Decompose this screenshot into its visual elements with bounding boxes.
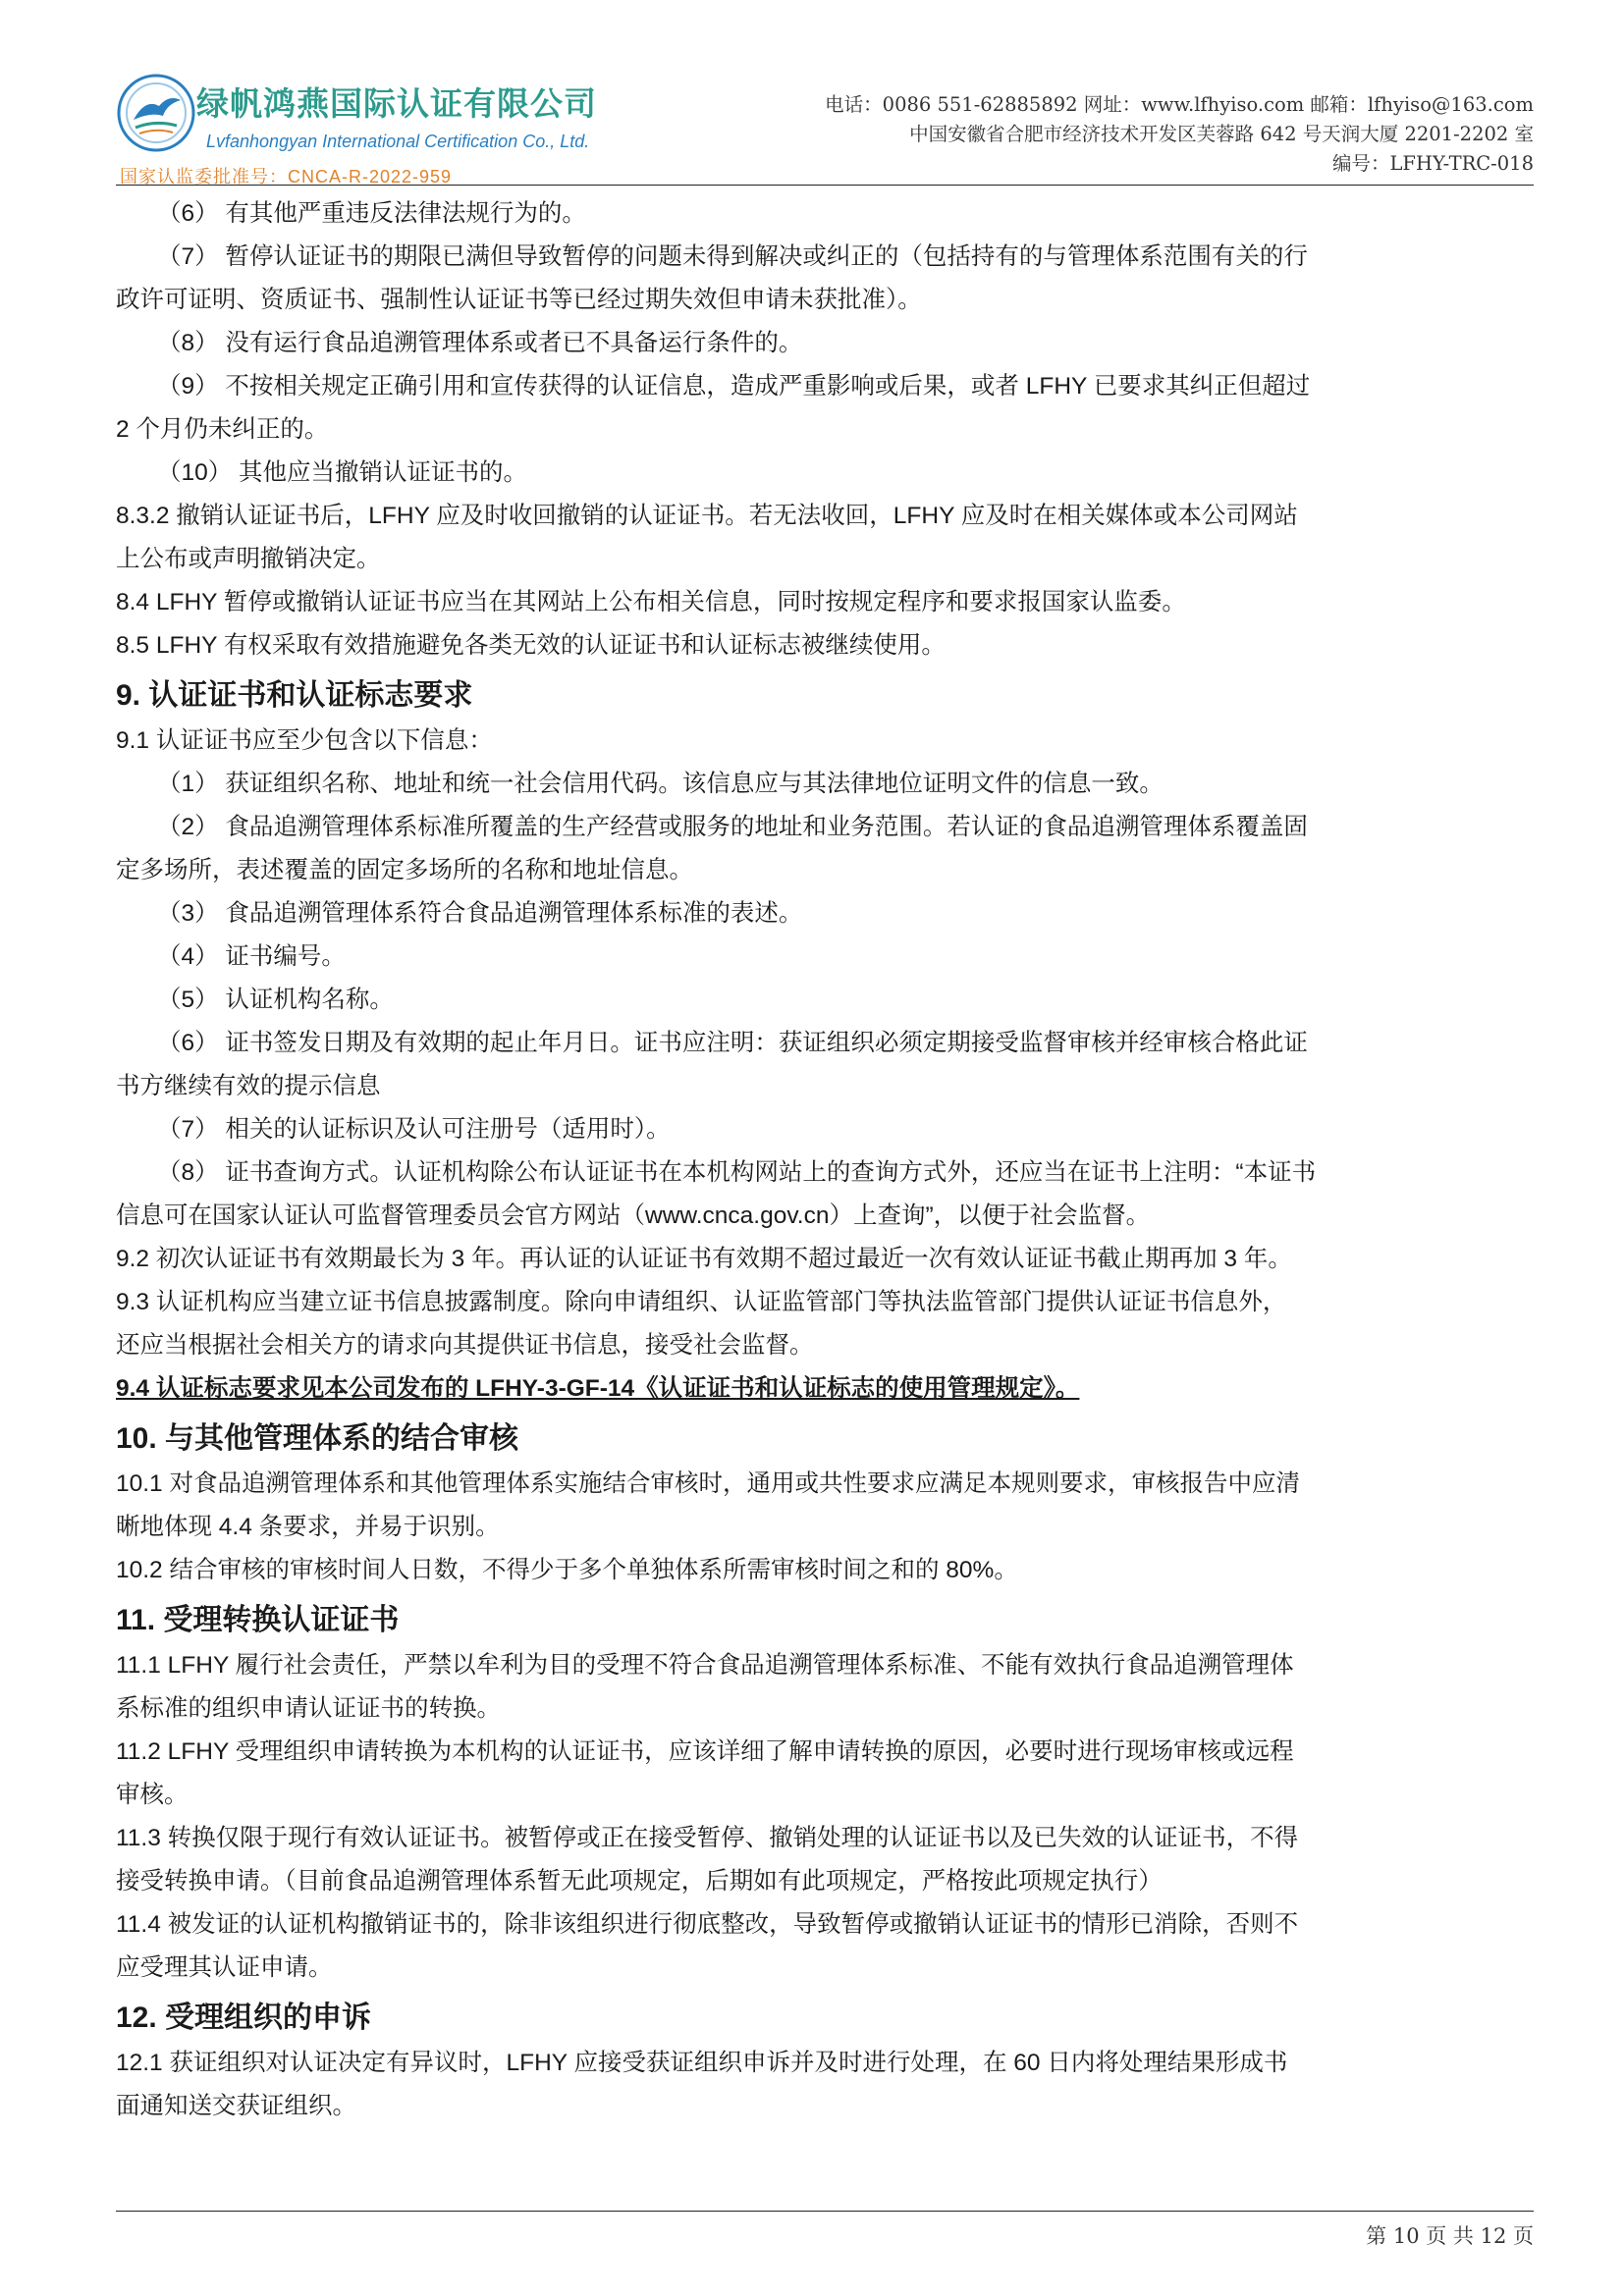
paragraph-line: 10.2 结合审核的审核时间人日数，不得少于多个单独体系所需审核时间之和的 80%。 — [116, 1557, 1018, 1583]
paragraph-line: （3） 食品追溯管理体系符合食品追溯管理体系标准的表述。 — [157, 900, 803, 927]
paragraph-line: 9.2 初次认证证书有效期最长为 3 年。再认证的认证证书有效期不超过最近一次有效认证证书截止期再加 3 年。 — [116, 1246, 1292, 1272]
company-logo-icon — [116, 73, 196, 153]
paragraph-line: 9.1 认证证书应至少包含以下信息： — [116, 727, 493, 754]
paragraph-line: 还应当根据社会相关方的请求向其提供证书信息，接受社会监督。 — [116, 1332, 814, 1359]
paragraph-line: 政许可证明、资质证书、强制性认证证书等已经过期失效但申请未获批准）。 — [116, 287, 922, 313]
footer-divider — [116, 2211, 1534, 2212]
company-name-cn: 绿帆鸿燕国际认证有限公司 — [196, 85, 597, 122]
paragraph-line: （5） 认证机构名称。 — [157, 987, 394, 1013]
paragraph-line: 8.3.2 撤销认证证书后，LFHY 应及时收回撤销的认证证书。若无法收回，LFHY 应及时在相关媒体或本公司网站 — [116, 503, 1298, 529]
paragraph-line: 信息可在国家认证认可监督管理委员会官方网站（www.cnca.gov.cn）上查询”，以便于社会监督。 — [116, 1202, 1151, 1229]
page-number: 第 10 页 共 12 页 — [1366, 2224, 1534, 2248]
paragraph-line: （6） 证书签发日期及有效期的起止年月日。证书应注明：获证组织必须定期接受监督审核并经审核合格此证 — [157, 1030, 1308, 1056]
section-heading: 10. 与其他管理体系的结合审核 — [116, 1422, 519, 1455]
paragraph-line: 11.2 LFHY 受理组织申请转换为本机构的认证证书，应该详细了解申请转换的原因，必要时进行现场审核或远程 — [116, 1738, 1294, 1765]
paragraph-line: （2） 食品追溯管理体系标准所覆盖的生产经营或服务的地址和业务范围。若认证的食品追溯管理体系覆盖固 — [157, 814, 1308, 840]
document-number: 编号：LFHY-TRC-018 — [1331, 152, 1534, 175]
contact-phone-web-email: 电话：0086 551-62885892 网址：www.lfhyiso.com 邮箱：lfhyiso@163.com — [825, 93, 1534, 116]
approval-number: 国家认监委批准号：CNCA-R-2022-959 — [120, 167, 453, 187]
paragraph-line: 11.3 转换仅限于现行有效认证证书。被暂停或正在接受暂停、撤销处理的认证证书以及已失效的认证证书，不得 — [116, 1825, 1299, 1851]
paragraph-line: 定多场所，表述覆盖的固定多场所的名称和地址信息。 — [116, 857, 693, 883]
paragraph-line: 系标准的组织申请认证证书的转换。 — [116, 1695, 501, 1722]
paragraph-line: 2 个月仍未纠正的。 — [116, 416, 329, 443]
paragraph-line: 12.1 获证组织对认证决定有异议时，LFHY 应接受获证组织申诉并及时进行处理，在 60 日内将处理结果形成书 — [116, 2050, 1288, 2076]
contact-block — [825, 90, 1534, 179]
paragraph-line: 11.4 被发证的认证机构撤销证书的，除非该组织进行彻底整改，导致暂停或撤销认证证书的情形已消除，否则不 — [116, 1911, 1299, 1938]
paragraph-line: 接受转换申请。（目前食品追溯管理体系暂无此项规定，后期如有此项规定，严格按此项规定执行） — [116, 1868, 1163, 1895]
paragraph-line: （10） 其他应当撤销认证证书的。 — [157, 459, 528, 486]
paragraph-line: （8） 证书查询方式。认证机构除公布认证证书在本机构网站上的查询方式外，还应当在证书上注明：“本证书 — [157, 1159, 1317, 1186]
header-divider — [116, 185, 1534, 186]
document-body — [116, 192, 1534, 2128]
paragraph-line: 11.1 LFHY 履行社会责任，严禁以牟利为目的受理不符合食品追溯管理体系标准、不能有效执行食品追溯管理体 — [116, 1652, 1294, 1679]
paragraph-line: （8） 没有运行食品追溯管理体系或者已不具备运行条件的。 — [157, 330, 803, 356]
paragraph-line: 上公布或声明撤销决定。 — [116, 546, 381, 572]
paragraph-line: （7） 暂停认证证书的期限已满但导致暂停的问题未得到解决或纠正的（包括持有的与管理体系范围有关的行 — [157, 243, 1308, 270]
section-heading: 12. 受理组织的申诉 — [116, 2002, 372, 2034]
paragraph-line: 8.4 LFHY 暂停或撤销认证证书应当在其网站上公布相关信息，同时按规定程序和要求报国家认监委。 — [116, 589, 1186, 615]
paragraph-line: 书方继续有效的提示信息 — [116, 1073, 381, 1099]
emphasized-paragraph-line: 9.4 认证标志要求见本公司发布的 LFHY-3-GF-14《认证证书和认证标志的使用管理规定》。 — [116, 1375, 1080, 1402]
section-heading: 9. 认证证书和认证标志要求 — [116, 679, 473, 712]
paragraph-line: （7） 相关的认证标识及认可注册号（适用时）。 — [157, 1116, 671, 1143]
paragraph-line: 面通知送交获证组织。 — [116, 2093, 356, 2119]
paragraph-line: （9） 不按相关规定正确引用和宣传获得的认证信息，造成严重影响或后果，或者 LFHY 已要求其纠正但超过 — [157, 373, 1311, 400]
company-name-en: Lvfanhongyan International Certification Co., Ltd. — [206, 132, 590, 151]
paragraph-line: 9.3 认证机构应当建立证书信息披露制度。除向申请组织、认证监管部门等执法监管部门提供认证证书信息外， — [116, 1289, 1287, 1315]
paragraph-line: 10.1 对食品追溯管理体系和其他管理体系实施结合审核时，通用或共性要求应满足本规则要求，审核报告中应清 — [116, 1470, 1300, 1497]
paragraph-line: 8.5 LFHY 有权采取有效措施避免各类无效的认证证书和认证标志被继续使用。 — [116, 632, 946, 659]
section-heading: 11. 受理转换认证证书 — [116, 1604, 400, 1636]
paragraph-line: （4） 证书编号。 — [157, 943, 346, 970]
paragraph-line: 应受理其认证申请。 — [116, 1954, 333, 1981]
page-header — [0, 0, 1624, 187]
paragraph-line: 晰地体现 4.4 条要求，并易于识别。 — [116, 1514, 500, 1540]
paragraph-line: （6） 有其他严重违反法律法规行为的。 — [157, 200, 586, 227]
contact-address: 中国安徽省合肥市经济技术开发区芙蓉路 642 号天润大厦 2201-2202 室 — [909, 123, 1534, 145]
paragraph-line: 审核。 — [116, 1782, 189, 1808]
paragraph-line: （1） 获证组织名称、地址和统一社会信用代码。该信息应与其法律地位证明文件的信息一致。 — [157, 771, 1164, 797]
